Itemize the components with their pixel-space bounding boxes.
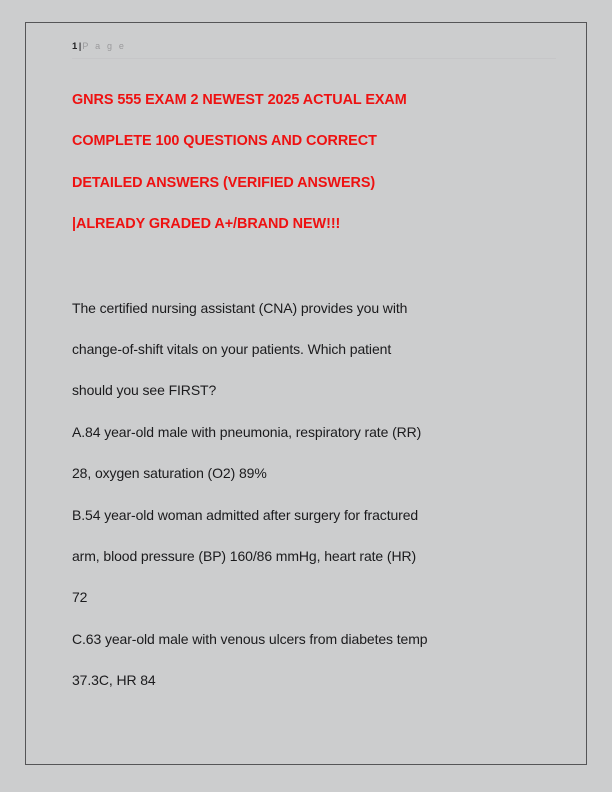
option-c-line-1: C.63 year-old male with venous ulcers from diabetes temp	[72, 630, 428, 647]
question-line-3: should you see FIRST?	[72, 382, 217, 399]
document-page	[25, 22, 587, 765]
title-line-2: COMPLETE 100 QUESTIONS AND CORRECT	[72, 133, 377, 150]
question-line-1: The certified nursing assistant (CNA) provides you with	[72, 299, 408, 316]
title-line-3: DETAILED ANSWERS (VERIFIED ANSWERS)	[72, 174, 376, 191]
header-divider	[72, 58, 556, 59]
header-separator: |	[78, 41, 82, 52]
option-a-line-2: 28, oxygen saturation (O2) 89%	[72, 465, 267, 482]
question-line-2: change-of-shift vitals on your patients. Which patient	[72, 341, 392, 358]
option-c-line-2: 37.3C, HR 84	[72, 672, 156, 689]
answer-option-c	[72, 619, 562, 702]
document-title	[72, 80, 562, 246]
title-line-1: GNRS 555 EXAM 2 NEWEST 2025 ACTUAL EXAM	[72, 92, 407, 108]
paragraph-spacer	[72, 246, 562, 288]
answer-option-b	[72, 495, 562, 619]
option-a-line-1: A.84 year-old male with pneumonia, respiratory rate (RR)	[72, 423, 422, 440]
title-line-4: |ALREADY GRADED A+/BRAND NEW!!!	[72, 216, 341, 233]
header-page-word: P a g e	[82, 41, 127, 51]
option-b-line-3: 72	[72, 589, 88, 606]
page-content-area	[72, 35, 562, 702]
answer-option-a	[72, 412, 562, 495]
option-b-line-2: arm, blood pressure (BP) 160/86 mmHg, heart rate (HR)	[72, 548, 417, 565]
question-stem	[72, 288, 562, 412]
header-page-number: 1	[72, 41, 78, 52]
page-header	[72, 35, 562, 57]
option-b-line-1: B.54 year-old woman admitted after surgery for fractured	[72, 506, 419, 523]
